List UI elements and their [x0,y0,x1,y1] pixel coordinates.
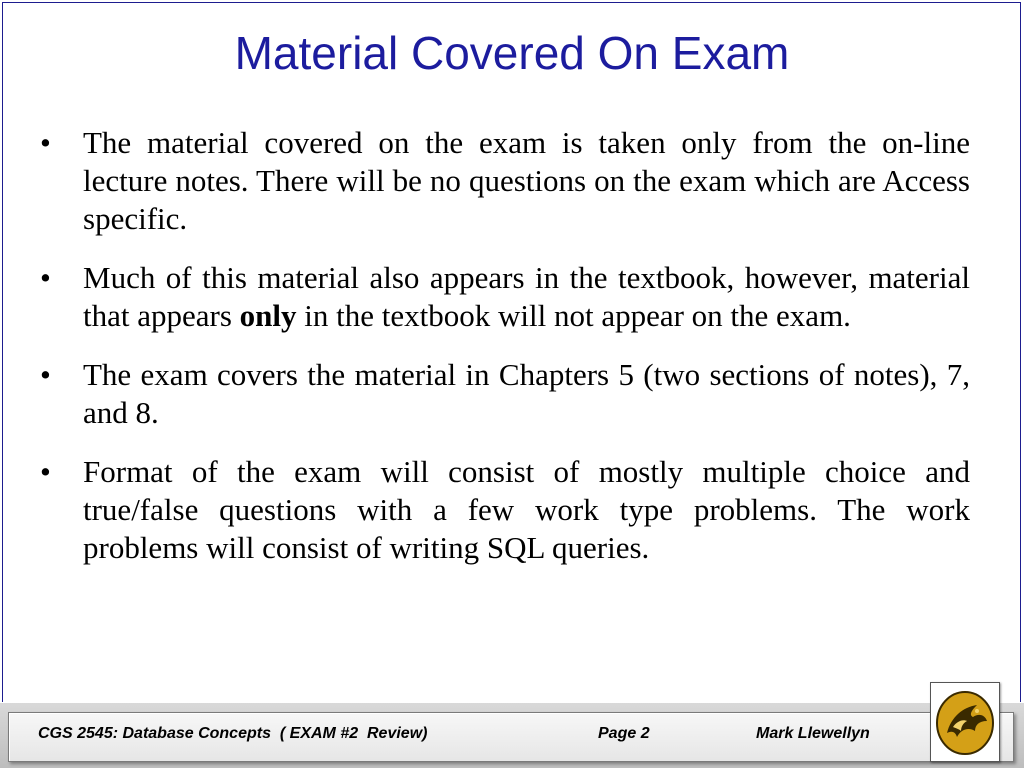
slide-border-left [2,2,3,702]
bullet-text-1: The material covered on the exam is taken only from the on-line lecture notes. There will be no questions on the exam which are Access specific. [83,125,970,236]
bullet-dot: • [40,125,51,160]
slide-title: Material Covered On Exam [234,27,790,79]
logo-box [930,682,1000,762]
bullet-text-2-bold: only [239,298,297,333]
footer-page-number: Page 2 [598,725,650,742]
footer-course-title: CGS 2545: Database Concepts ( EXAM #2 Review) [38,725,428,742]
bullet-text-2-after: in the textbook will not appear on the exam. [296,298,851,333]
slide-border-top [2,2,1021,3]
bullet-text-2-before: Much of this material also appears in the textbook, however, material that appears [83,260,970,333]
bullet-item-3 [40,356,970,432]
bullet-list [40,124,970,588]
bullet-dot: • [40,260,51,295]
footer-author: Mark Llewellyn [756,725,870,742]
slide-border-right [1020,2,1021,702]
bullet-dot: • [40,454,51,489]
bullet-text-3: The exam covers the material in Chapters 5 (two sections of notes), 7, and 8. [83,357,970,430]
bullet-text-4: Format of the exam will consist of mostly multiple choice and true/false questions with a few work type problems. The work problems will consist of writing SQL queries. [83,454,970,565]
bullet-item-4 [40,453,970,567]
bullet-dot: • [40,357,51,392]
bullet-item-2 [40,259,970,335]
bullet-item-1 [40,124,970,238]
pegasus-logo-icon [933,687,997,757]
